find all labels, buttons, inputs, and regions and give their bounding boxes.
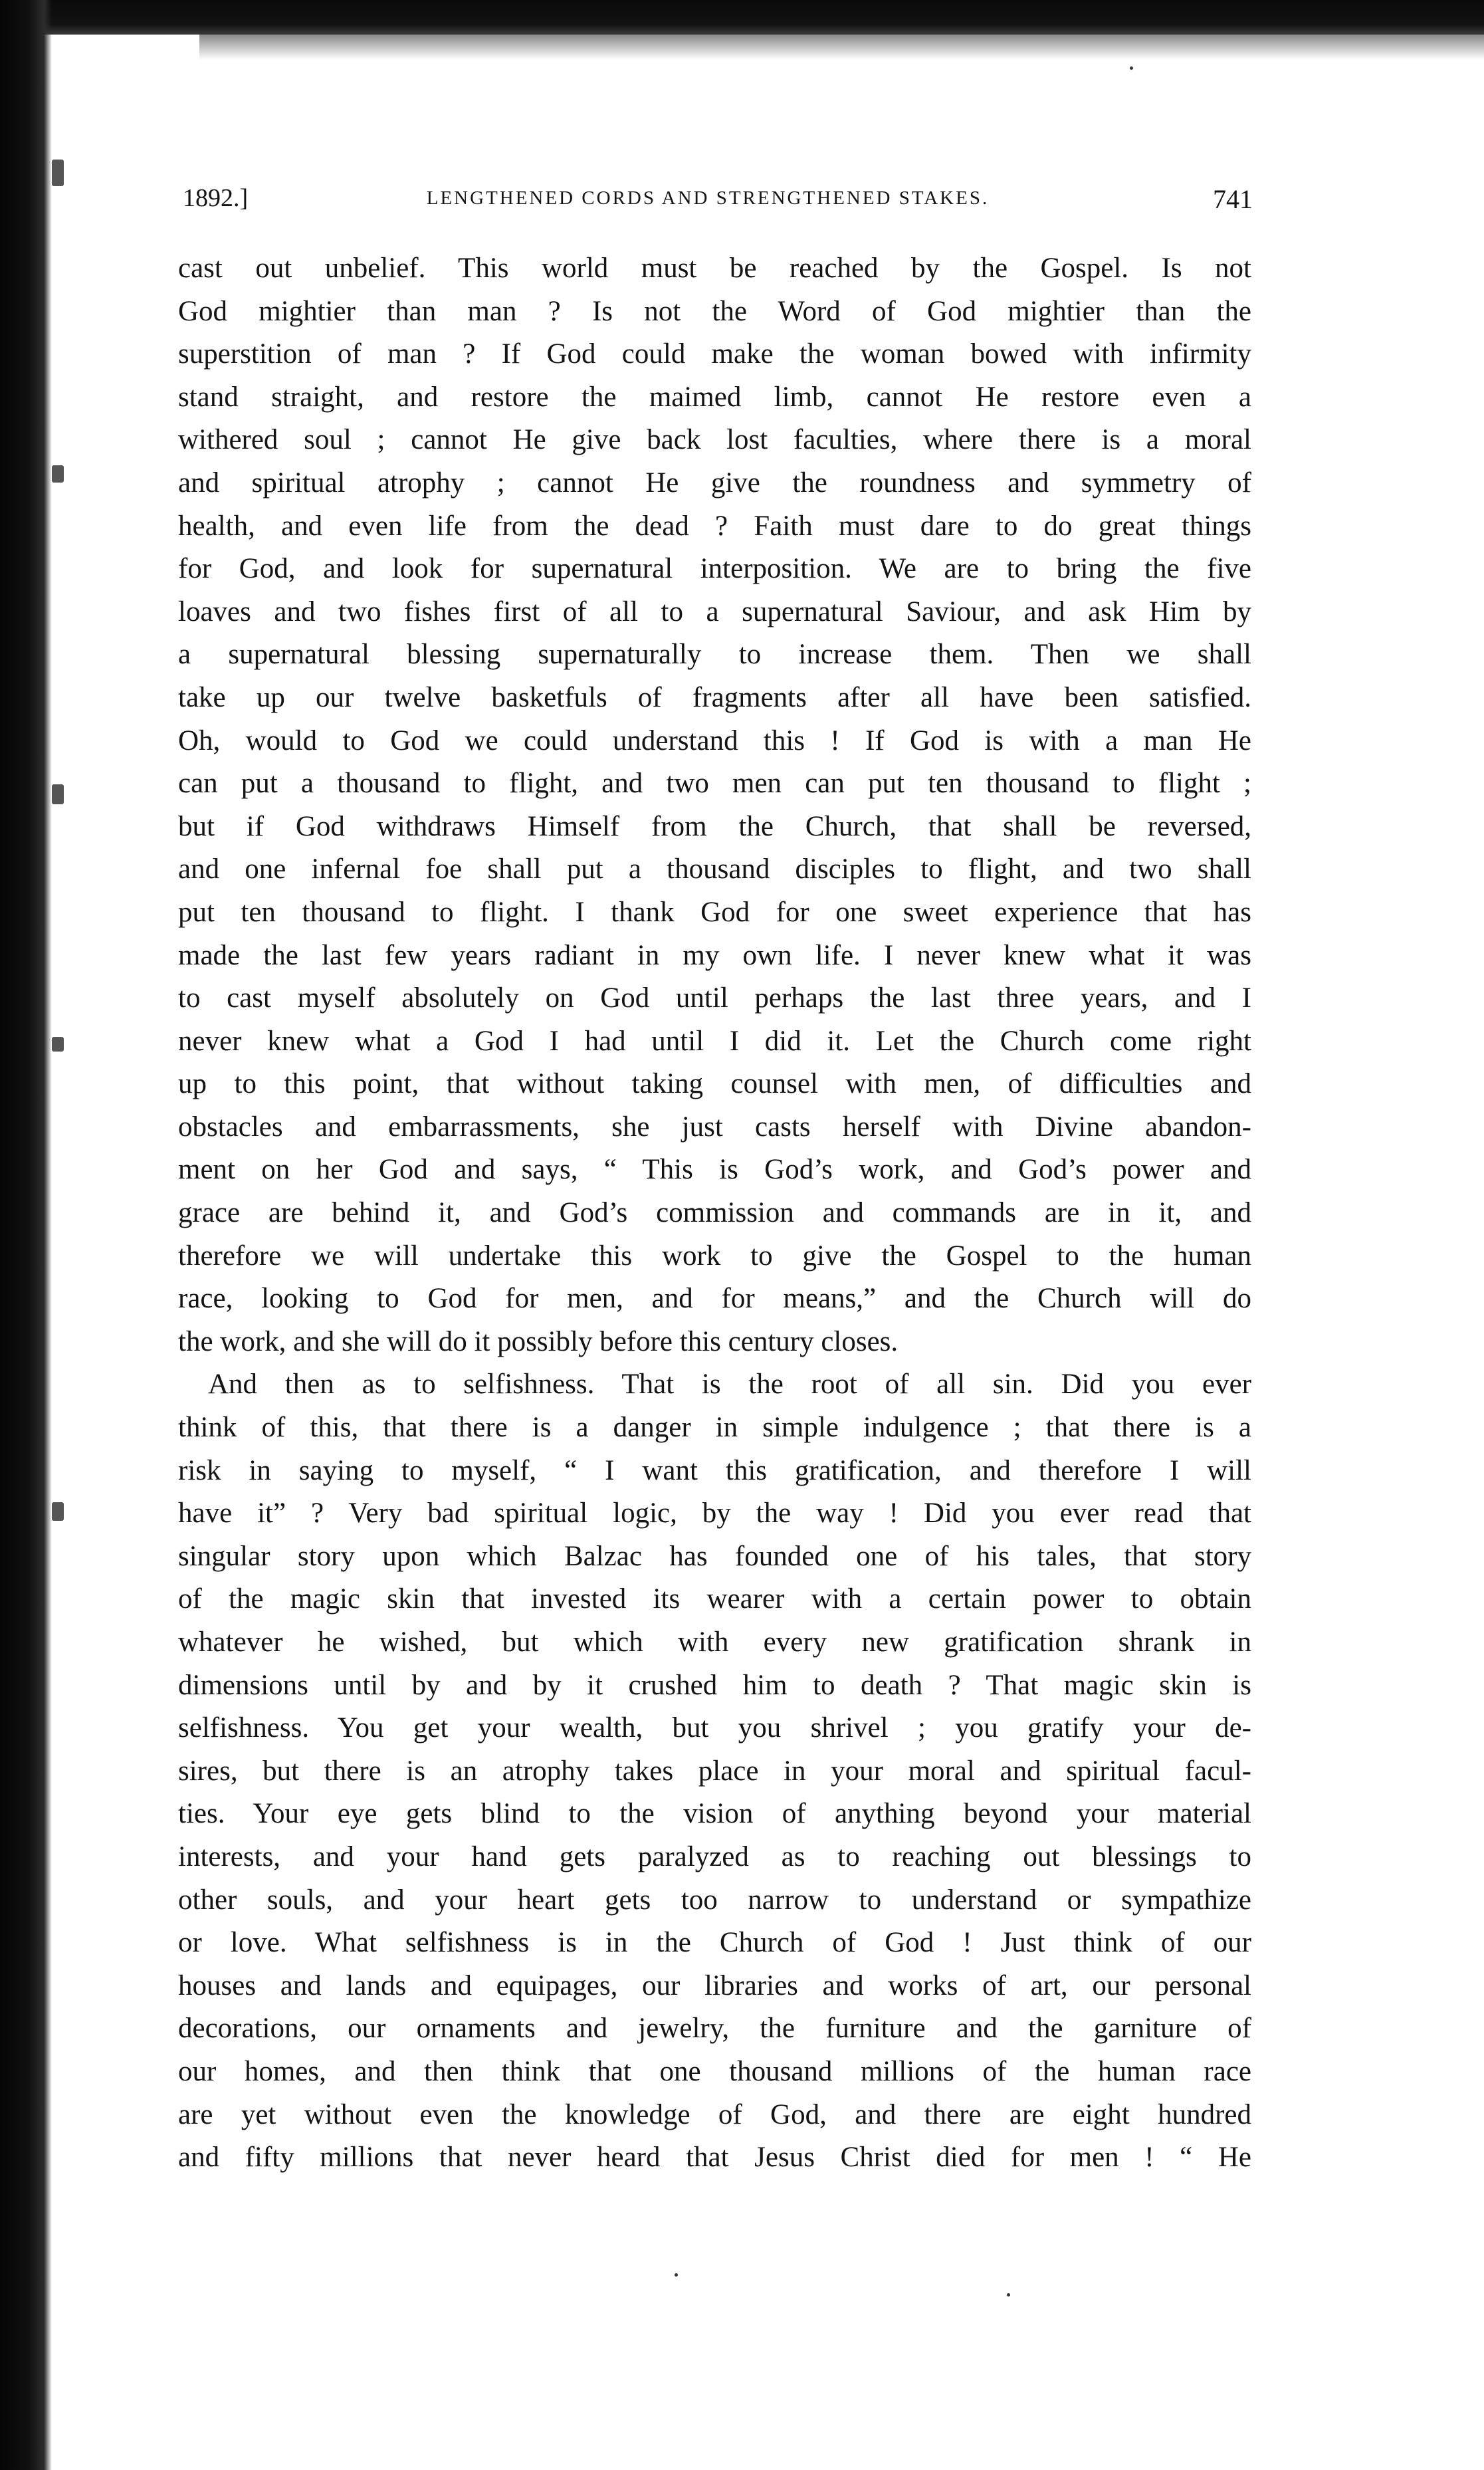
text-line: risk in saying to myself, “ I want this gratification, and therefore I will — [178, 1454, 1251, 1486]
scan-edge-left — [0, 0, 52, 2470]
text-line: never knew what a God I had until I did it. Let the Church come right — [178, 1025, 1251, 1057]
text-line: take up our twelve basketfuls of fragments after all have been satisfied. — [178, 681, 1251, 713]
text-line: superstition of man ? If God could make the woman bowed with infirmity — [178, 338, 1251, 370]
text-line: stand straight, and restore the maimed limb, cannot He restore even a — [178, 381, 1251, 413]
text-line: and spiritual atrophy ; cannot He give the roundness and symmetry of — [178, 467, 1251, 499]
text-line: singular story upon which Balzac has founded one of his tales, that story — [178, 1540, 1251, 1572]
text-line: think of this, that there is a danger in simple indulgence ; that there is a — [178, 1412, 1251, 1444]
scan-speck — [52, 465, 64, 483]
scan-speck — [1007, 2293, 1010, 2297]
text-line: a supernatural blessing supernaturally to increase them. Then we shall — [178, 639, 1251, 671]
text-line: God mightier than man ? Is not the Word of God mightier than the — [178, 295, 1251, 327]
text-line: cast out unbelief. This world must be reached by the Gospel. Is not — [178, 253, 1251, 284]
scan-speck — [52, 1037, 64, 1052]
scan-speck — [1130, 66, 1133, 70]
text-line: to cast myself absolutely on God until perhaps the last three years, and I — [178, 982, 1251, 1014]
paragraph-end-line: the work, and she will do it possibly before this century closes. — [178, 1325, 899, 1357]
text-line: but if God withdraws Himself from the Church, that shall be reversed, — [178, 810, 1251, 842]
text-line: dimensions until by and by it crushed him to death ? That magic skin is — [178, 1669, 1251, 1701]
text-line: have it” ? Very bad spiritual logic, by the way ! Did you ever read that — [178, 1498, 1251, 1529]
text-line: can put a thousand to flight, and two men can put ten thousand to flight ; — [178, 768, 1251, 800]
text-line: obstacles and embarrassments, she just casts herself with Divine abandon- — [178, 1111, 1251, 1143]
text-line: made the last few years radiant in my own life. I never knew what it was — [178, 939, 1251, 971]
scan-edge-top-shadow — [199, 35, 1484, 60]
text-line: ties. Your eye gets blind to the vision of anything beyond your material — [178, 1798, 1251, 1830]
text-line: loaves and two fishes first of all to a supernatural Saviour, and ask Him by — [178, 596, 1251, 627]
text-line: selfishness. You get your wealth, but you shrivel ; you gratify your de- — [178, 1712, 1251, 1744]
running-header — [183, 179, 1253, 219]
scan-edge-top — [0, 0, 1484, 35]
scan-speck — [52, 160, 64, 186]
text-line: of the magic skin that invested its wearer with a certain power to obtain — [178, 1583, 1251, 1615]
text-line: are yet without even the knowledge of God, and there are eight hundred — [178, 2098, 1251, 2130]
text-line: withered soul ; cannot He give back lost faculties, where there is a moral — [178, 424, 1251, 456]
text-line: Oh, would to God we could understand this ! If God is with a man He — [178, 725, 1251, 756]
text-line: other souls, and your heart gets too narrow to understand or sympathize — [178, 1884, 1251, 1916]
text-line: ment on her God and says, “ This is God’s work, and God’s power and — [178, 1154, 1251, 1186]
body-text — [178, 247, 1251, 2180]
text-line: sires, but there is an atrophy takes place in your moral and spiritual facul- — [178, 1755, 1251, 1787]
text-line: therefore we will undertake this work to give the Gospel to the human — [178, 1240, 1251, 1272]
text-line: up to this point, that without taking counsel with men, of difficulties and — [178, 1068, 1251, 1100]
text-line: interests, and your hand gets paralyzed as to reaching out blessings to — [178, 1841, 1251, 1872]
text-line: whatever he wished, but which with every new gratification shrank in — [178, 1627, 1251, 1658]
scan-speck — [52, 784, 64, 804]
text-line: grace are behind it, and God’s commission and commands are in it, and — [178, 1197, 1251, 1229]
header-year: 1892.] — [183, 184, 249, 212]
running-title: LENGTHENED CORDS AND STRENGTHENED STAKES. — [426, 187, 990, 209]
text-line: houses and lands and equipages, our libraries and works of art, our personal — [178, 1969, 1251, 2001]
paragraph-start-line: And then as to selfishness. That is the root of all sin. Did you ever — [208, 1369, 1251, 1401]
text-line: decorations, our ornaments and jewelry, the furniture and the garniture of — [178, 2013, 1251, 2045]
text-line: for God, and look for supernatural interposition. We are to bring the five — [178, 553, 1251, 585]
scan-speck — [52, 1502, 64, 1521]
text-line: and fifty millions that never heard that Jesus Christ died for men ! “ He — [178, 2142, 1251, 2174]
text-line: our homes, and then think that one thousand millions of the human race — [178, 2055, 1251, 2087]
text-line: and one infernal foe shall put a thousand disciples to flight, and two shall — [178, 853, 1251, 885]
text-line: or love. What selfishness is in the Church of God ! Just think of our — [178, 1927, 1251, 1959]
page-number: 741 — [1213, 184, 1253, 214]
text-line: health, and even life from the dead ? Faith must dare to do great things — [178, 510, 1251, 542]
scan-speck — [675, 2273, 678, 2277]
text-line: race, looking to God for men, and for means,” and the Church will do — [178, 1283, 1251, 1315]
text-line: put ten thousand to flight. I thank God for one sweet experience that has — [178, 896, 1251, 928]
